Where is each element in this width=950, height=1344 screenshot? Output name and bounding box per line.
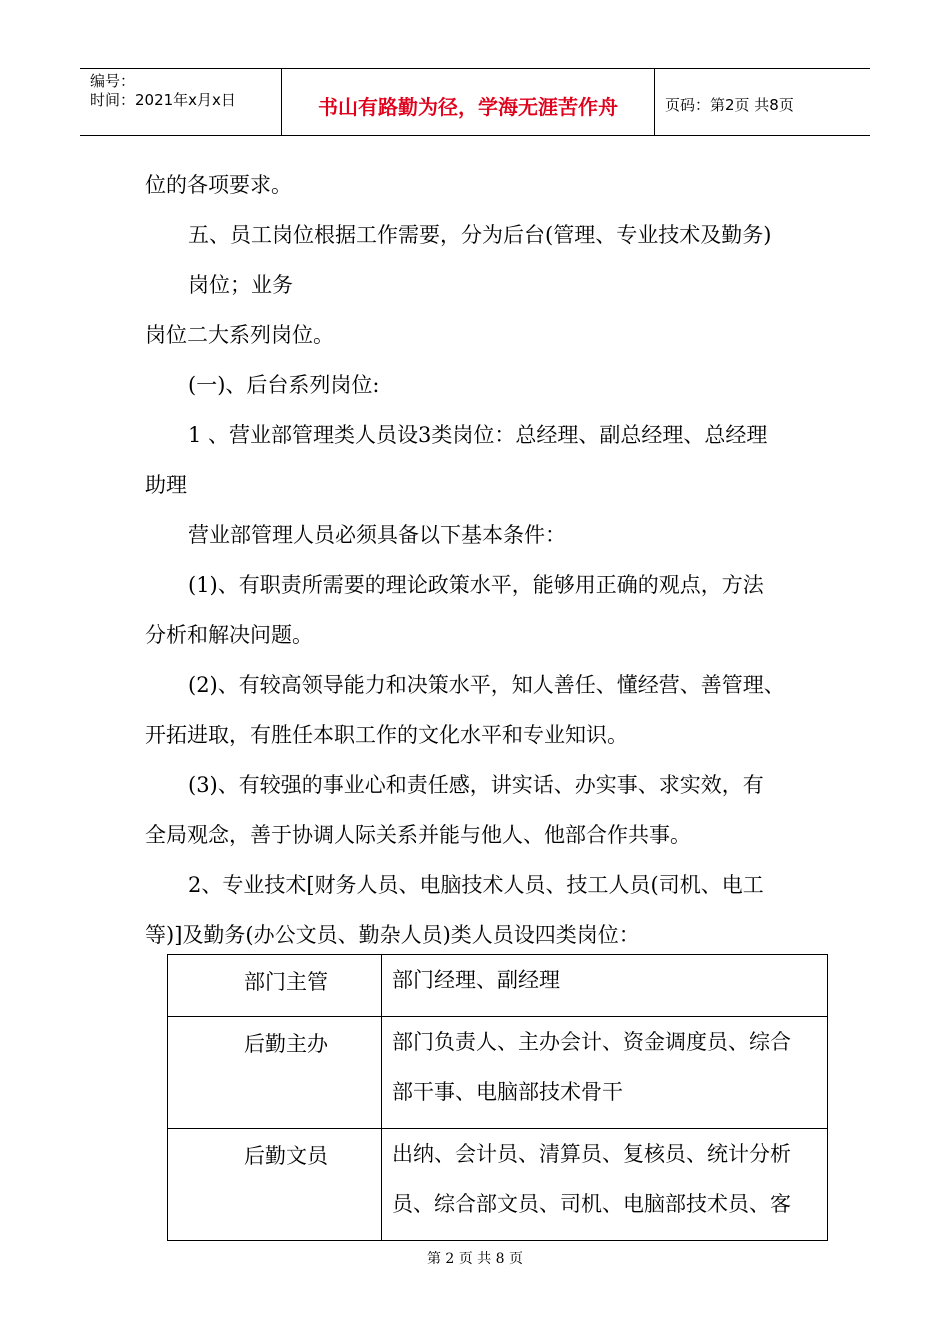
table-row bbox=[168, 1017, 828, 1129]
positions-table bbox=[167, 954, 828, 1241]
document-number-label: 编号： bbox=[90, 72, 136, 90]
body-line: 1 、营业部管理类人员设3类岗位：总经理、副总经理、总经理 bbox=[188, 423, 768, 447]
body-line: 等)]及勤务(办公文员、勤杂人员)类人员设四类岗位： bbox=[145, 923, 640, 947]
header-motto-cell bbox=[282, 69, 655, 135]
header-motto: 书山有路勤为径，学海无涯苦作舟 bbox=[318, 95, 618, 119]
body-line: 营业部管理人员必须具备以下基本条件： bbox=[188, 523, 566, 547]
body-line: (一)、后台系列岗位: bbox=[188, 373, 380, 397]
table-cell-line: 部干事、电脑部技术骨干 bbox=[392, 1080, 623, 1104]
body-line: 开拓进取，有胜任本职工作的文化水平和专业知识。 bbox=[145, 723, 628, 747]
table-cell-post: 后勤文员 bbox=[168, 1129, 382, 1241]
header-page-cell bbox=[655, 69, 870, 135]
table-cell-line: 部门负责人、主办会计、资金调度员、综合 bbox=[392, 1030, 791, 1054]
body-line: (3)、有较强的事业心和责任感，讲实话、办实事、求实效，有 bbox=[188, 773, 764, 797]
page-footer: 第 2 页 共 8 页 bbox=[426, 1251, 524, 1267]
header-page-info: 页码：第2页 共8页 bbox=[665, 96, 794, 114]
table-cell-roles bbox=[382, 955, 828, 1017]
body-line: 助理 bbox=[145, 473, 187, 497]
table-row bbox=[168, 1129, 828, 1241]
body-line: 五、员工岗位根据工作需要，分为后台(管理、专业技术及勤务) bbox=[188, 223, 772, 247]
table-cell-roles bbox=[382, 1129, 828, 1241]
body-line: 全局观念，善于协调人际关系并能与他人、他部合作共事。 bbox=[145, 823, 691, 847]
body-line: (1)、有职责所需要的理论政策水平，能够用正确的观点，方法 bbox=[188, 573, 764, 597]
table-cell-post: 后勤主办 bbox=[168, 1017, 382, 1129]
body-line: 岗位；业务 bbox=[188, 273, 293, 297]
body-line: (2)、有较高领导能力和决策水平，知人善任、懂经营、善管理、 bbox=[188, 673, 785, 697]
table-cell-post: 部门主管 bbox=[168, 955, 382, 1017]
body-line: 分析和解决问题。 bbox=[145, 623, 313, 647]
table-cell-line: 部门经理、副经理 bbox=[392, 968, 560, 992]
header-meta bbox=[80, 69, 282, 135]
table-cell-line: 员、综合部文员、司机、电脑部技术员、客 bbox=[392, 1192, 791, 1216]
body-line: 2、专业技术[财务人员、电脑技术人员、技工人员(司机、电工 bbox=[188, 873, 764, 897]
body-line: 位的各项要求。 bbox=[145, 173, 292, 197]
body-line: 岗位二大系列岗位。 bbox=[145, 323, 334, 347]
page-header bbox=[80, 68, 870, 136]
table-cell-line: 出纳、会计员、清算员、复核员、统计分析 bbox=[392, 1142, 791, 1166]
document-time-label: 时间：2021年x月x日 bbox=[90, 91, 236, 109]
table-cell-roles bbox=[382, 1017, 828, 1129]
table-row bbox=[168, 955, 828, 1017]
